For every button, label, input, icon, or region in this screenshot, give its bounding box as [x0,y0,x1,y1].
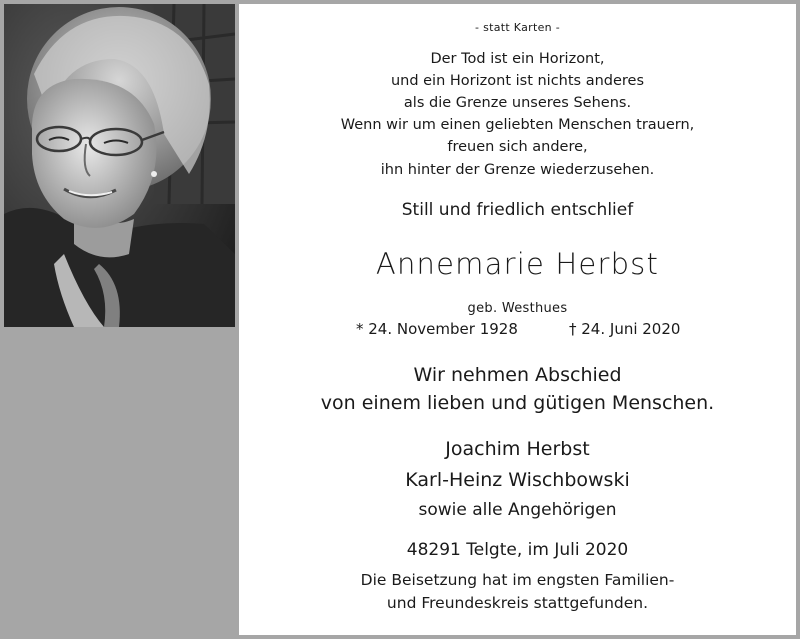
farewell-line: von einem lieben und gütigen Menschen. [320,392,715,414]
gray-filler-panel [4,330,235,635]
farewell-line: Wir nehmen Abschied [413,364,622,386]
burial-note-line: Die Beisetzung hat im engsten Familien- [360,571,675,589]
portrait-illustration [4,4,235,327]
announcement: Still und friedlich entschlief [401,200,634,220]
verse-line: freuen sich andere, [447,139,588,155]
mourner-relatives: sowie alle Angehörigen [418,500,617,520]
burial-note-line: und Freundeskreis stattgefunden. [386,594,649,612]
place-date: 48291 Telgte, im Juli 2020 [406,540,629,560]
birth-date: * 24. November 1928 [356,320,518,338]
header-note: - statt Karten - [475,21,560,34]
death-date: † 24. Juni 2020 [569,320,681,338]
verse-line: als die Grenze unseres Sehens. [403,95,632,111]
obituary-text-panel [239,4,796,635]
verse-line: und ein Horizont ist nichts anderes [390,73,645,89]
maiden-name: geb. Westhues [467,301,568,316]
verse-line: Wenn wir um einen geliebten Menschen trauern, [340,117,695,133]
mourner-name: Karl-Heinz Wischbowski [405,469,630,491]
portrait-photo [4,4,235,327]
mourner-name: Joachim Herbst [445,438,590,460]
verse-line: ihn hinter der Grenze wiederzusehen. [380,162,655,178]
deceased-name: Annemarie Herbst [375,247,660,281]
verse-line: Der Tod ist ein Horizont, [430,51,605,67]
